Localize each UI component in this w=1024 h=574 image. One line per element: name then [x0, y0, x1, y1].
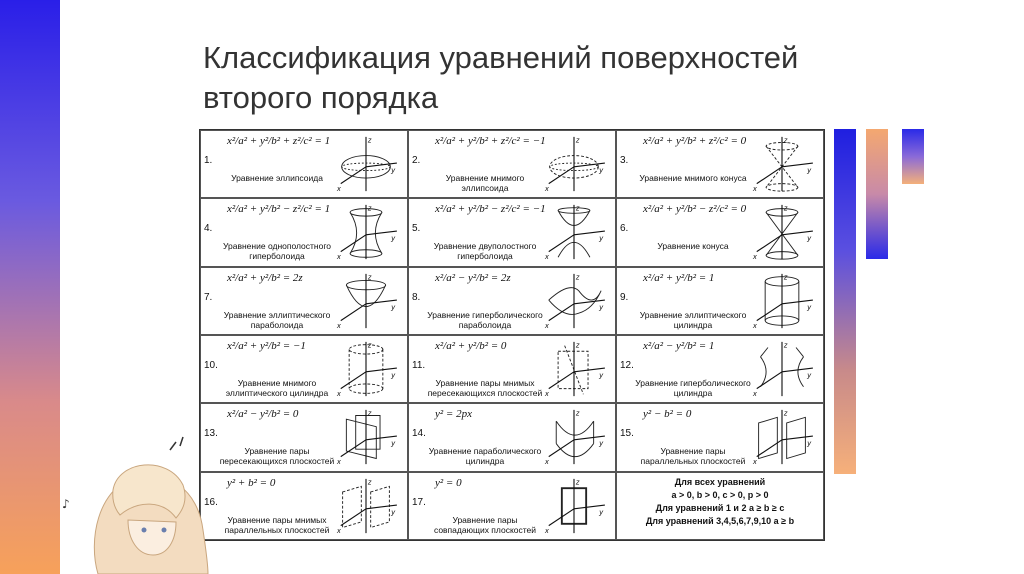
surface-cell	[408, 403, 616, 471]
parallel-planes-figure	[747, 408, 817, 466]
surface-equation: x²/a² + y²/b² − z²/c² = 0	[643, 203, 747, 216]
cell-number: 12.	[620, 360, 634, 371]
cell-number: 5.	[412, 223, 421, 235]
elliptic-cylinder-figure	[747, 272, 817, 330]
surface-caption: Уравнение пары мнимых параллельных плоскостей	[224, 514, 330, 535]
svg-text:y: y	[391, 507, 395, 517]
svg-text:x: x	[337, 457, 341, 467]
conditions-line: Для уравнений 1 и 2 a ≥ b ≥ c	[655, 502, 785, 513]
svg-text:x: x	[337, 525, 341, 535]
surface-cell	[200, 335, 408, 403]
svg-text:x: x	[337, 320, 341, 330]
svg-text:x: x	[337, 389, 341, 398]
surface-equation: x²/a² − y²/b² = 2z	[435, 271, 511, 284]
surface-cell	[408, 472, 616, 540]
svg-text:x: x	[545, 389, 549, 398]
cell-number: 10.	[204, 360, 218, 371]
surface-equation: y² = 0	[435, 476, 462, 489]
surface-cell	[200, 130, 408, 198]
svg-text:z: z	[575, 203, 580, 213]
cell-number: 2.	[412, 155, 421, 166]
decor-bar-1	[834, 129, 856, 474]
svg-text:z: z	[575, 340, 580, 350]
svg-text:z: z	[783, 272, 788, 282]
coinciding-planes-figure	[539, 477, 609, 535]
surface-cell	[616, 130, 824, 198]
surface-caption: Уравнение конуса	[657, 241, 729, 252]
svg-text:y: y	[599, 233, 603, 243]
imaginary-cone-figure	[747, 135, 817, 193]
svg-text:y: y	[599, 507, 603, 517]
svg-text:x: x	[753, 320, 757, 330]
surface-equation: x²/a² − y²/b² = 0	[227, 408, 299, 421]
surface-equation: x²/a² + y²/b² = 1	[643, 271, 715, 284]
surfaces-table	[199, 129, 825, 541]
conditions-line: Для всех уравнений	[674, 476, 766, 487]
surface-equation: x²/a² + y²/b² + z²/c² = 1	[227, 135, 331, 147]
svg-text:x: x	[753, 184, 757, 193]
hyperbolic-paraboloid-figure	[539, 272, 609, 330]
surface-caption: Уравнение двуполостного гиперболоида	[433, 241, 537, 262]
left-gradient-bar	[0, 0, 60, 574]
surface-caption: Уравнение однополостного гиперболоида	[223, 241, 331, 262]
surface-equation: x²/a² + y²/b² = 2z	[227, 271, 303, 284]
cell-number: 1.	[204, 155, 213, 166]
svg-text:z: z	[367, 408, 372, 418]
svg-text:x: x	[337, 184, 341, 193]
surface-caption: Уравнение параболического цилиндра	[428, 446, 542, 467]
svg-text:z: z	[783, 135, 788, 145]
surface-caption: Уравнение гиперболического параболоида	[427, 309, 543, 330]
svg-text:y: y	[599, 370, 603, 380]
svg-text:y: y	[391, 370, 395, 380]
svg-text:y: y	[807, 165, 811, 175]
imaginary-cylinder-figure	[331, 340, 401, 398]
cell-number: 13.	[204, 428, 218, 440]
svg-text:z: z	[783, 203, 788, 213]
surface-equation: x²/a² + y²/b² − z²/c² = −1	[435, 203, 546, 216]
cell-number: 7.	[204, 291, 213, 303]
surface-cell	[616, 335, 824, 403]
ellipsoid-figure	[331, 135, 401, 193]
imaginary-planes-figure	[539, 340, 609, 398]
surface-caption: Уравнение пары пересекающихся плоскостей	[219, 446, 335, 467]
surface-equation: x²/a² + y²/b² + z²/c² = −1	[435, 135, 546, 147]
svg-text:z: z	[575, 272, 580, 282]
parabolic-cylinder-figure	[539, 408, 609, 466]
surface-caption: Уравнение эллипсоида	[231, 173, 323, 183]
cell-number: 4.	[204, 223, 213, 235]
surface-caption: Уравнение эллиптического цилиндра	[639, 309, 747, 330]
conditions-line: a > 0, b > 0, c > 0, p > 0	[671, 489, 769, 500]
svg-text:♪: ♪	[62, 497, 70, 511]
surface-caption: Уравнение гиперболического цилиндра	[635, 378, 751, 398]
svg-text:z: z	[575, 477, 580, 487]
surface-caption: Уравнение мнимого конуса	[639, 173, 747, 183]
elliptic-paraboloid-figure	[331, 272, 401, 330]
svg-text:x: x	[545, 252, 549, 262]
anime-girl-illustration	[58, 430, 218, 574]
surface-caption: Уравнение мнимого эллипсоида	[445, 173, 525, 193]
surface-cell	[408, 130, 616, 198]
surface-cell	[408, 198, 616, 266]
surface-cell	[200, 403, 408, 471]
surface-cell	[408, 335, 616, 403]
svg-text:z: z	[575, 135, 580, 145]
conditions-line: Для уравнений 3,4,5,6,7,9,10 a ≥ b	[645, 515, 795, 526]
surface-equation: x²/a² + y²/b² = 0	[435, 340, 507, 352]
cone-figure	[747, 203, 817, 261]
surface-equation: y² + b² = 0	[227, 476, 276, 489]
surface-equation: x²/a² + y²/b² = −1	[227, 340, 306, 352]
svg-text:x: x	[545, 457, 549, 467]
cell-number: 11.	[412, 360, 426, 371]
svg-text:x: x	[545, 320, 549, 330]
surface-cell	[616, 403, 824, 471]
svg-text:y: y	[807, 370, 811, 380]
conditions-cell	[616, 472, 824, 540]
surface-equation: x²/a² − y²/b² = 1	[643, 340, 715, 352]
svg-text:z: z	[367, 340, 372, 350]
svg-text:z: z	[575, 408, 580, 418]
intersecting-planes-figure	[331, 408, 401, 466]
svg-text:z: z	[783, 340, 788, 350]
hyperbolic-cylinder-figure	[747, 340, 817, 398]
surface-equation: x²/a² + y²/b² − z²/c² = 1	[227, 203, 331, 216]
svg-text:x: x	[545, 184, 549, 193]
svg-text:x: x	[753, 389, 757, 398]
svg-text:y: y	[807, 438, 811, 448]
svg-text:x: x	[753, 252, 757, 262]
svg-text:x: x	[337, 252, 341, 262]
surface-cell	[408, 267, 616, 335]
svg-text:y: y	[807, 233, 811, 243]
svg-text:y: y	[391, 233, 395, 243]
surface-cell	[200, 198, 408, 266]
svg-text:y: y	[807, 302, 811, 312]
surface-caption: Уравнение мнимого эллиптического цилиндра	[225, 378, 329, 398]
svg-text:z: z	[367, 203, 372, 213]
svg-text:z: z	[783, 408, 788, 418]
surface-cell	[200, 267, 408, 335]
svg-text:x: x	[545, 525, 549, 535]
one-sheet-hyperboloid-figure	[331, 203, 401, 261]
svg-text:z: z	[367, 477, 372, 487]
cell-number: 15.	[620, 428, 634, 440]
svg-text:y: y	[391, 165, 395, 175]
two-sheet-hyperboloid-figure	[539, 203, 609, 261]
surface-equation: x²/a² + y²/b² + z²/c² = 0	[643, 135, 747, 147]
svg-text:z: z	[367, 272, 372, 282]
cell-number: 8.	[412, 291, 421, 303]
svg-text:y: y	[599, 438, 603, 448]
surface-caption: Уравнение пары совпадающих плоскостей	[433, 514, 537, 535]
imaginary-parallel-planes-figure	[331, 477, 401, 535]
cell-number: 3.	[620, 155, 629, 166]
surface-equation: y² = 2px	[435, 408, 472, 421]
svg-text:y: y	[599, 302, 603, 312]
slide-title: Классификация уравнений поверхностей второго порядка	[203, 40, 799, 115]
decor-bar-3	[902, 129, 924, 184]
cell-number: 14.	[412, 428, 426, 440]
svg-text:y: y	[391, 438, 395, 448]
svg-text:y: y	[391, 302, 395, 312]
svg-text:z: z	[367, 135, 372, 145]
decor-bar-2	[866, 129, 888, 259]
surface-caption: Уравнение пары мнимых пересекающихся плоскостей	[427, 378, 543, 398]
imaginary-ellipsoid-figure	[539, 135, 609, 193]
svg-text:x: x	[753, 457, 757, 467]
surface-caption: Уравнение пары параллельных плоскостей	[640, 446, 746, 467]
surface-caption: Уравнение эллиптического параболоида	[223, 309, 331, 330]
cell-number: 9.	[620, 291, 629, 303]
cell-number: 6.	[620, 223, 629, 235]
cell-number: 17.	[412, 496, 426, 508]
surface-cell	[616, 198, 824, 266]
surface-equation: y² − b² = 0	[643, 408, 692, 421]
surface-cell	[200, 472, 408, 540]
conditions-note	[621, 476, 819, 528]
surface-cell	[616, 267, 824, 335]
svg-text:y: y	[599, 165, 603, 175]
cell-number: 16.	[204, 496, 218, 508]
